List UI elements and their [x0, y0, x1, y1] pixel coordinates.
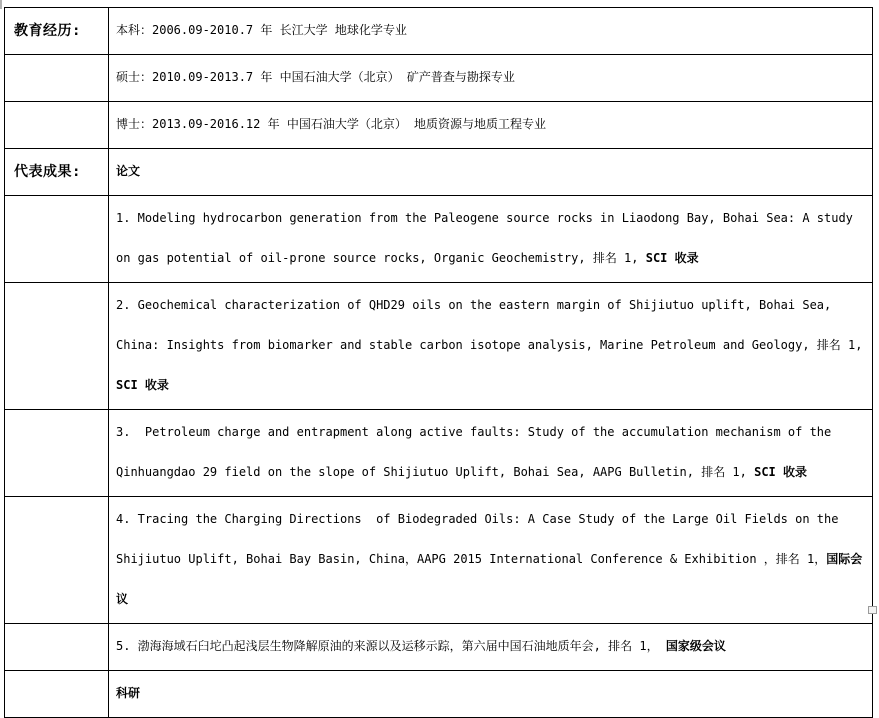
row-label-cell	[5, 8, 109, 55]
content-segment: 硕士：2010.09-2013.7 年 中国石油大学（北京） 矿产普查与勘探专业	[116, 70, 515, 84]
row-content	[116, 151, 864, 191]
row-content	[116, 285, 870, 405]
table-row	[5, 8, 873, 55]
content-segment: 2. Geochemical characterization of QHD29 oils on the eastern margin of Shijiutuo uplift, Bohai Sea, China: Insights from biomarker and stable carbon isotope analysis, Marine Petroleum and Geology, 排名 1,	[116, 298, 870, 352]
row-label-cell	[5, 410, 109, 497]
table-row	[5, 283, 873, 410]
row-content	[116, 673, 864, 713]
row-label-cell	[5, 624, 109, 671]
table-row	[5, 410, 873, 497]
row-content-cell	[109, 55, 873, 102]
row-label-cell	[5, 196, 109, 283]
content-segment: 4. Tracing the Charging Directions of Biodegraded Oils: A Case Study of the Large Oil Fields on the Shijiutuo Uplift, Bohai Bay Basin, China，AAPG 2015 International Conference & Exhibition ，排名 1，	[116, 512, 846, 566]
content-segment: 1. Modeling hydrocarbon generation from the Paleogene source rocks in Liaodong Bay, Bohai Sea: A study on gas potential of oil-prone source rocks, Organic Geochemistry, 排名 1,	[116, 211, 861, 265]
row-content-cell	[109, 671, 873, 718]
row-label-cell	[5, 102, 109, 149]
row-label-cell	[5, 671, 109, 718]
table-row	[5, 624, 873, 671]
table-row	[5, 497, 873, 624]
content-segment-bold: SCI 收录	[645, 251, 699, 265]
cv-table-body	[5, 8, 873, 718]
row-content	[116, 57, 864, 97]
content-segment-bold: 国际会议	[116, 552, 863, 606]
table-row	[5, 671, 873, 718]
table-row	[5, 55, 873, 102]
row-content-cell	[109, 196, 873, 283]
row-label-cell	[5, 55, 109, 102]
row-content	[116, 10, 864, 50]
row-content	[116, 104, 864, 144]
row-content-cell	[109, 410, 873, 497]
ruler-mark-icon	[0, 0, 2, 9]
content-segment: 3. Petroleum charge and entrapment along active faults: Study of the accumulation mechanism of the Qinhuangdao 29 field on the slope of Shijiutuo Uplift, Bohai Sea, AAPG Bulletin, 排名 1,	[116, 425, 839, 479]
row-content-cell	[109, 624, 873, 671]
row-content	[116, 626, 864, 666]
row-content-cell	[109, 102, 873, 149]
row-content-cell	[109, 149, 873, 196]
table-resize-handle-icon[interactable]	[868, 606, 877, 614]
table-row	[5, 102, 873, 149]
content-segment-bold: 科研	[116, 686, 141, 700]
row-content-cell	[109, 497, 873, 624]
row-content-cell	[109, 283, 873, 410]
row-content-cell	[109, 8, 873, 55]
cv-table	[4, 7, 873, 718]
content-segment-bold: 国家级会议	[665, 639, 726, 653]
content-segment: 博士：2013.09-2016.12 年 中国石油大学（北京） 地质资源与地质工程专业	[116, 117, 547, 131]
content-segment-bold: SCI 收录	[754, 465, 807, 479]
row-label-cell	[5, 149, 109, 196]
row-label: 教育经历:	[14, 23, 81, 39]
row-label-cell	[5, 283, 109, 410]
content-segment-bold: 论文	[116, 164, 141, 178]
row-content	[116, 499, 864, 619]
content-segment: 本科：2006.09-2010.7 年 长江大学 地球化学专业	[116, 23, 407, 37]
content-segment-bold: SCI 收录	[116, 378, 169, 392]
row-content	[116, 198, 864, 278]
content-segment: 5. 渤海海域石臼坨凸起浅层生物降解原油的来源以及运移示踪，第六届中国石油地质年会, 排名 1，	[116, 639, 666, 653]
table-row	[5, 149, 873, 196]
row-label: 代表成果:	[14, 164, 81, 180]
table-row	[5, 196, 873, 283]
row-content	[116, 412, 864, 492]
row-label-cell	[5, 497, 109, 624]
